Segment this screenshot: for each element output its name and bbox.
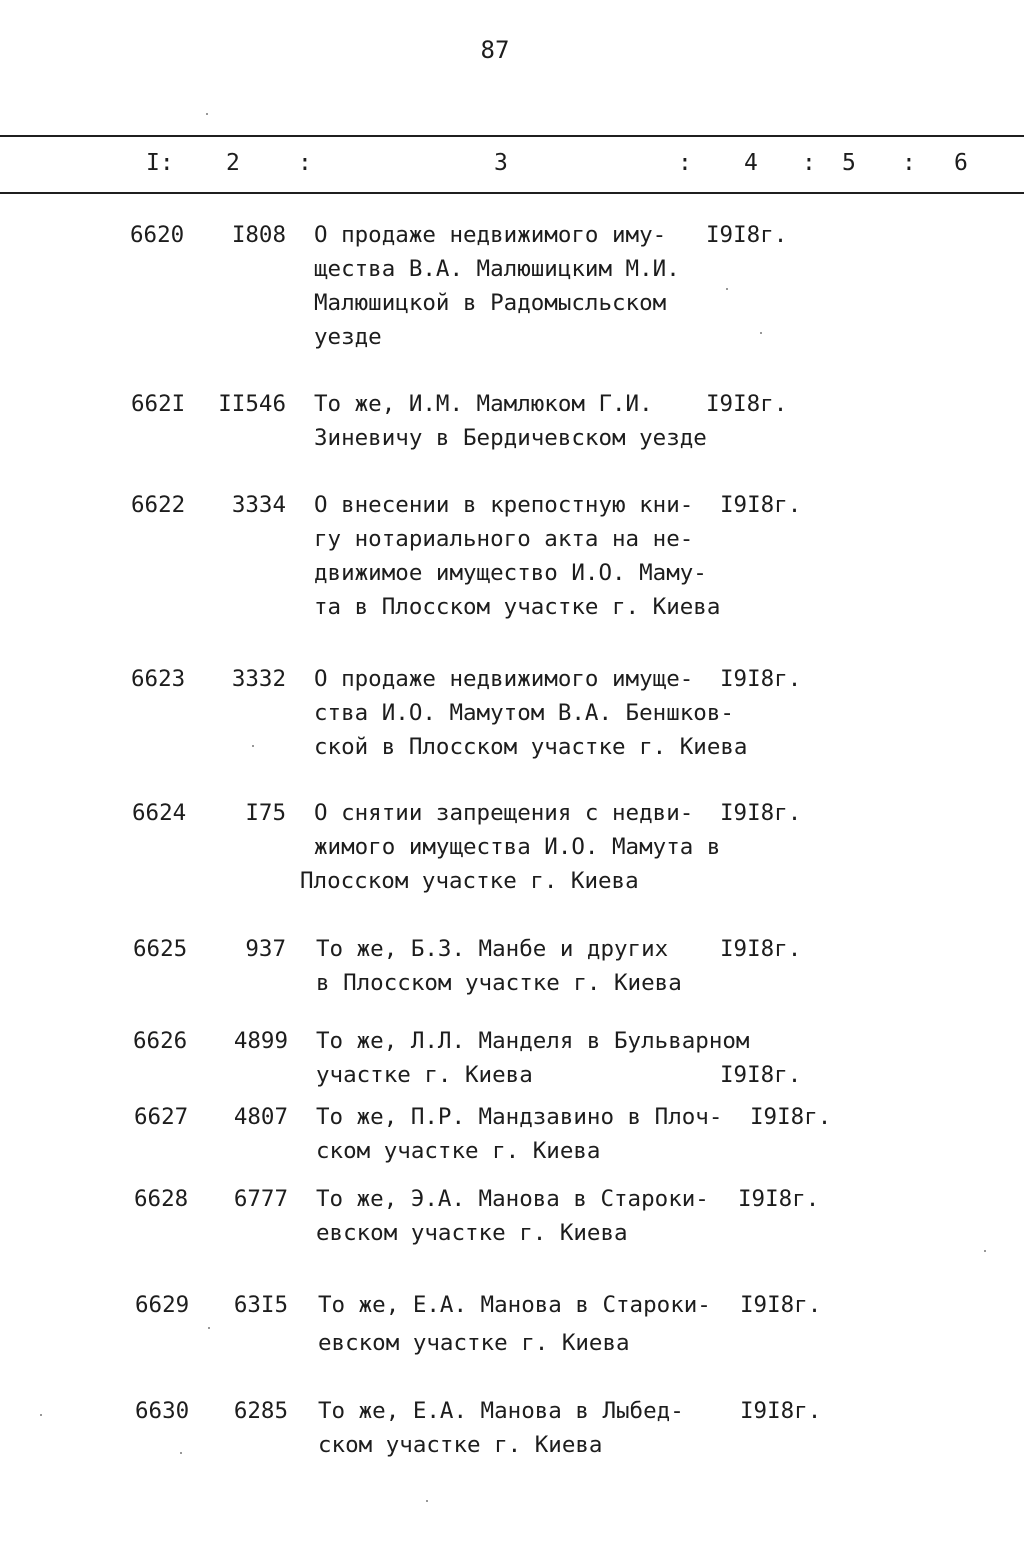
entry-title-line: уезде: [314, 324, 382, 350]
entry-code: 6777: [233, 1186, 288, 1212]
entry-code: 4807: [233, 1104, 288, 1130]
entry-number: 6624: [132, 800, 187, 826]
entry-title-line: участке г. Киева: [316, 1062, 533, 1088]
entry-title-line: щества В.А. Малюшицким М.И.: [314, 256, 680, 282]
header-separator: :: [902, 150, 916, 176]
entry-title-line: евском участке г. Киева: [316, 1220, 628, 1246]
scan-speck: [40, 1414, 42, 1416]
header-col-5: 5: [842, 150, 856, 176]
entry-code: 6285: [233, 1398, 288, 1424]
entry-date: I9I8г.: [720, 492, 802, 518]
entry-title-line: ства И.О. Мамутом В.А. Беншков-: [314, 700, 734, 726]
scan-speck: [180, 1452, 182, 1454]
entry-title-line: О снятии запрещения с недви-: [314, 800, 694, 826]
entry-title: [316, 1182, 716, 1250]
scan-speck: [206, 113, 208, 115]
scan-speck: [426, 1500, 428, 1502]
entry-title-line: То же, П.Р. Мандзавино в Плоч-: [316, 1104, 723, 1130]
entry-date: I9I8г.: [740, 1292, 822, 1318]
header-col-1: I:: [146, 150, 174, 176]
entry-code: II546: [218, 391, 286, 417]
entry-title: [318, 1394, 718, 1462]
scan-speck: [208, 1327, 210, 1329]
entry-title: [318, 1288, 718, 1360]
entry-code: 4899: [233, 1028, 288, 1054]
entry-date: I9I8г.: [740, 1398, 822, 1424]
header-col-6: 6: [954, 150, 968, 176]
entry-code: 3332: [231, 666, 286, 692]
entry-title-line: ском участке г. Киева: [318, 1432, 603, 1458]
entry-date: I9I8г.: [720, 800, 802, 826]
entry-code: 3334: [231, 492, 286, 518]
entry-title: [316, 932, 716, 1000]
entry-number: 662I: [131, 391, 186, 417]
entry-title: [300, 796, 721, 898]
entry-title: [314, 662, 748, 764]
entry-number: 6620: [130, 222, 185, 248]
entry-number: 6623: [131, 666, 186, 692]
header-separator: :: [802, 150, 816, 176]
entry-number: 6627: [134, 1104, 189, 1130]
entry-title-line: О продаже недвижимого иму-: [314, 222, 667, 248]
entry-title-line: То же, Л.Л. Манделя в Бульварном: [316, 1028, 750, 1054]
entry-title: [314, 218, 714, 354]
entry-number: 6622: [131, 492, 186, 518]
entry-title-line: О внесении в крепостную кни-: [314, 492, 694, 518]
entry-code: I75: [245, 800, 286, 826]
entry-title-line: гу нотариального акта на не-: [314, 526, 694, 552]
entry-title-line: Зиневичу в Бердичевском уезде: [314, 425, 707, 451]
header-col-2: 2: [226, 150, 240, 176]
entry-code: I808: [231, 222, 286, 248]
entry-code: 63I5: [233, 1292, 288, 1318]
header-top-rule: [0, 135, 1024, 137]
header-separator: :: [678, 150, 692, 176]
entry-title-line: То же, Б.З. Манбе и других: [316, 936, 669, 962]
entry-title-line: То же, Е.А. Манова в Лыбед-: [318, 1398, 684, 1424]
entry-date: I9I8г.: [720, 936, 802, 962]
entry-title: [314, 488, 721, 624]
entry-number: 6629: [135, 1292, 190, 1318]
entry-title-line: Малюшицкой в Радомысльском: [314, 290, 667, 316]
entry-date: I9I8г.: [720, 1062, 802, 1088]
entry-number: 6628: [134, 1186, 189, 1212]
entry-title-line: в Плосском участке г. Киева: [316, 970, 682, 996]
entry-date: I9I8г.: [706, 391, 788, 417]
entry-date: I9I8г.: [750, 1104, 832, 1130]
entry-title: [314, 387, 714, 455]
scan-speck: [726, 288, 728, 290]
entry-title-line: ской в Плосском участке г. Киева: [314, 734, 748, 760]
entry-number: 6630: [135, 1398, 190, 1424]
entry-code: 937: [245, 936, 286, 962]
entry-title-line: та в Плосском участке г. Киева: [314, 594, 721, 620]
entry-title: [316, 1024, 750, 1092]
entry-number: 6626: [133, 1028, 188, 1054]
entry-title-line: евском участке г. Киева: [318, 1330, 630, 1356]
entry-number: 6625: [133, 936, 188, 962]
scan-speck: [760, 332, 762, 334]
entry-title-line: движимое имущество И.О. Маму-: [314, 560, 707, 586]
scan-speck: [984, 1250, 986, 1252]
entry-date: I9I8г.: [738, 1186, 820, 1212]
entry-date: I9I8г.: [720, 666, 802, 692]
header-separator: :: [298, 150, 312, 176]
entry-date: I9I8г.: [706, 222, 788, 248]
header-bottom-rule: [0, 192, 1024, 194]
entry-title-line: То же, Е.А. Манова в Староки-: [318, 1292, 711, 1318]
entry-title-line: Плосском участке г. Киева: [300, 868, 639, 894]
header-col-3: 3: [494, 150, 508, 176]
scan-speck: [252, 745, 254, 747]
page-number: 87: [480, 36, 510, 64]
entry-title-line: ском участке г. Киева: [316, 1138, 601, 1164]
entry-title-line: То же, И.М. Мамлюком Г.И.: [314, 391, 653, 417]
entry-title-line: жимого имущества И.О. Мамута в: [314, 834, 721, 860]
entry-title-line: О продаже недвижимого имуще-: [314, 666, 694, 692]
entry-title-line: То же, Э.А. Манова в Староки-: [316, 1186, 709, 1212]
header-col-4: 4: [744, 150, 758, 176]
entry-title: [316, 1100, 723, 1168]
